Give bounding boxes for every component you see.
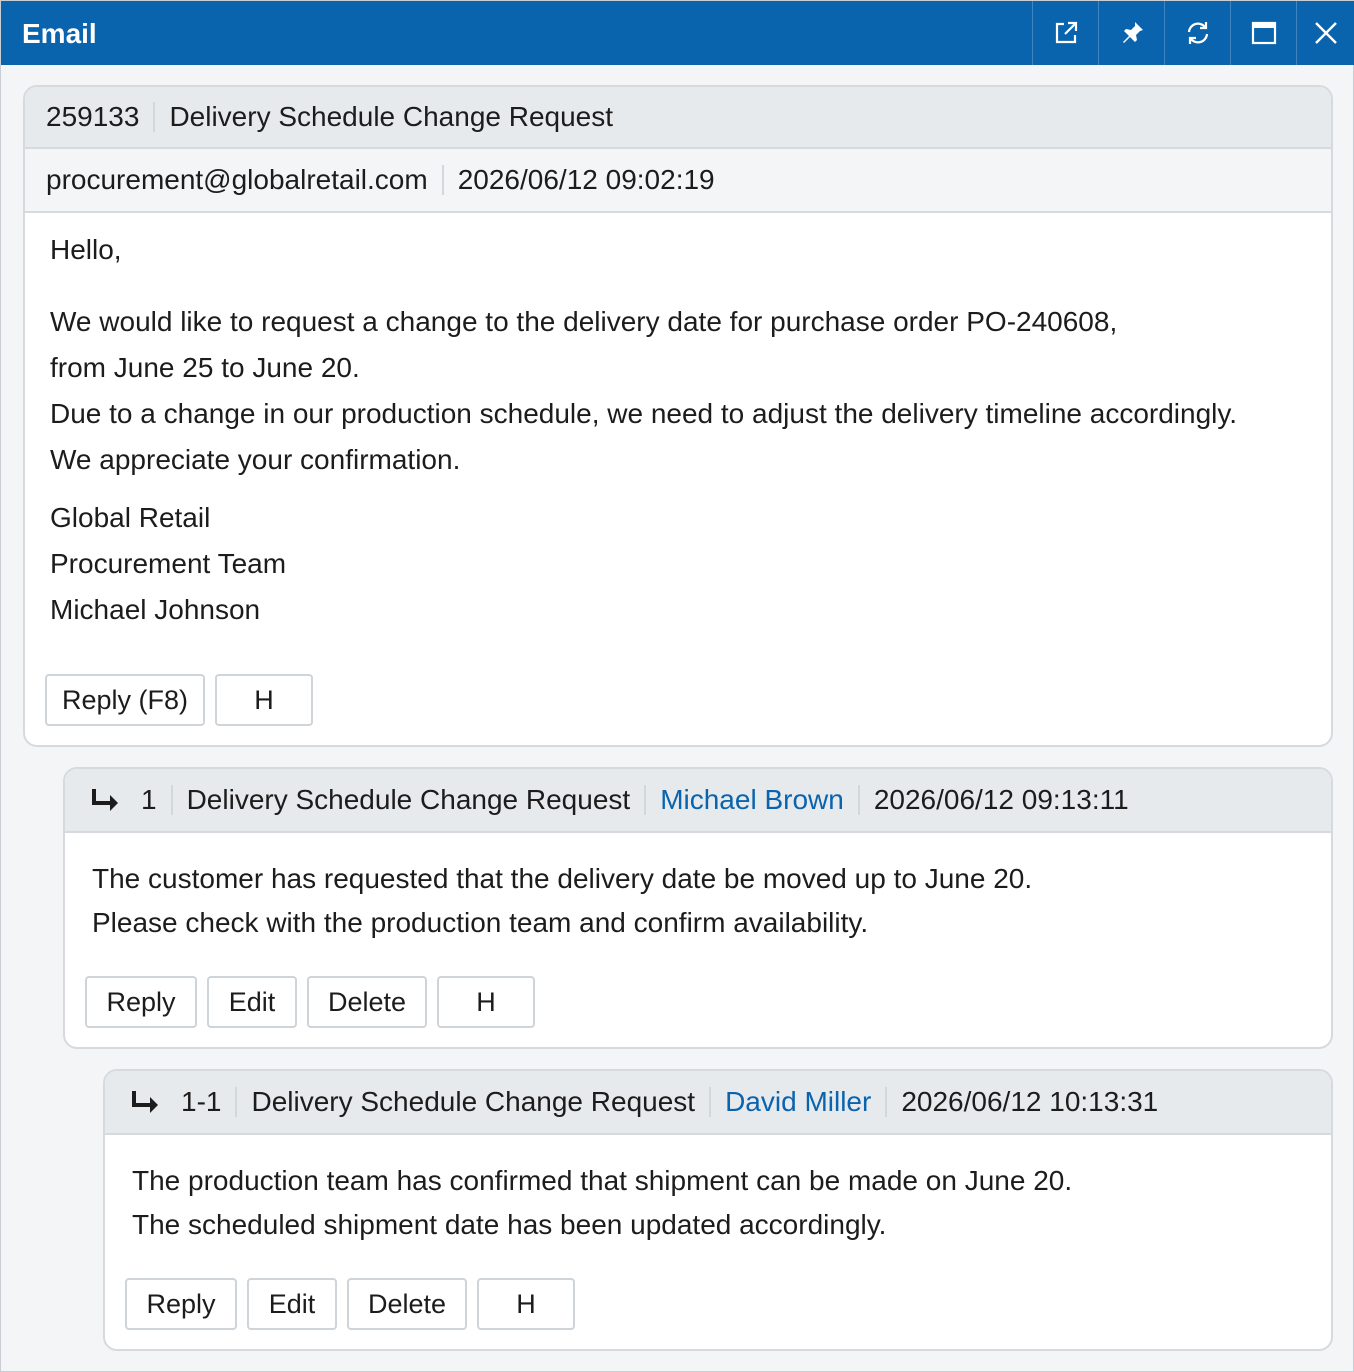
divider — [442, 165, 444, 195]
reply-button[interactable]: Reply — [85, 976, 197, 1028]
title-bar — [1, 1, 1354, 65]
reply-author[interactable]: Michael Brown — [660, 784, 844, 815]
reply-line: Please check with the production team and confirm availability. — [92, 907, 869, 938]
reply-number: 1-1 — [181, 1086, 222, 1117]
main-email-header — [25, 87, 1331, 149]
reply-arrow-icon — [129, 1089, 159, 1115]
divider — [644, 785, 646, 815]
refresh-button[interactable] — [1164, 1, 1230, 65]
open-external-button[interactable] — [1032, 1, 1098, 65]
reply-number: 1 — [141, 784, 157, 815]
delete-button[interactable]: Delete — [307, 976, 427, 1028]
divider — [885, 1087, 887, 1117]
h-button[interactable]: H — [477, 1278, 575, 1330]
reply-body — [92, 857, 1032, 945]
body-line: Due to a change in our production schedule, we need to adjust the delivery timeline accordingly. — [50, 398, 1238, 429]
divider — [153, 102, 155, 132]
edit-button[interactable]: Edit — [207, 976, 297, 1028]
close-icon — [1313, 20, 1339, 46]
email-body — [50, 227, 1237, 633]
reply-datetime: 2026/06/12 10:13:31 — [901, 1086, 1159, 1117]
reply-datetime: 2026/06/12 09:13:11 — [873, 784, 1129, 815]
email-subject: Delivery Schedule Change Request — [169, 101, 614, 132]
sender-address[interactable]: procurement@globalretail.com — [46, 164, 428, 195]
edit-button[interactable]: Edit — [247, 1278, 337, 1330]
close-button[interactable] — [1296, 1, 1354, 65]
open-external-icon — [1052, 19, 1080, 47]
signature-line: Michael Johnson — [50, 594, 261, 625]
email-id: 259133 — [46, 101, 140, 132]
reply-line: The scheduled shipment date has been updated accordingly. — [132, 1209, 887, 1240]
h-button[interactable]: H — [437, 976, 535, 1028]
signature-line: Procurement Team — [50, 548, 287, 579]
pin-button[interactable] — [1098, 1, 1164, 65]
h-button[interactable]: H — [215, 674, 313, 726]
reply-f8-button[interactable]: Reply (F8) — [45, 674, 205, 726]
reply-arrow-icon — [89, 787, 119, 813]
reply-header — [105, 1071, 1331, 1135]
reply-author[interactable]: David Miller — [725, 1086, 872, 1117]
maximize-button[interactable] — [1230, 1, 1296, 65]
divider — [858, 785, 860, 815]
signature-line: Global Retail — [50, 502, 211, 533]
reply-body — [132, 1159, 1072, 1247]
reply-card-1 — [63, 767, 1333, 1049]
body-line: from June 25 to June 20. — [50, 352, 360, 383]
refresh-icon — [1184, 19, 1212, 47]
main-email-card — [23, 85, 1333, 747]
reply-subject: Delivery Schedule Change Request — [186, 784, 631, 815]
delete-button[interactable]: Delete — [347, 1278, 467, 1330]
maximize-icon — [1251, 20, 1277, 46]
reply-card-1-1 — [103, 1069, 1333, 1351]
window-title: Email — [22, 18, 97, 49]
email-datetime: 2026/06/12 09:02:19 — [457, 164, 715, 195]
divider — [171, 785, 173, 815]
divider — [709, 1087, 711, 1117]
divider — [235, 1087, 237, 1117]
greeting: Hello, — [50, 234, 122, 265]
email-meta — [25, 149, 1331, 213]
reply-line: The customer has requested that the delivery date be moved up to June 20. — [92, 863, 1033, 894]
reply-header — [65, 769, 1331, 833]
reply-subject: Delivery Schedule Change Request — [251, 1086, 696, 1117]
reply-line: The production team has confirmed that shipment can be made on June 20. — [132, 1165, 1073, 1196]
pin-icon — [1118, 19, 1146, 47]
reply-button[interactable]: Reply — [125, 1278, 237, 1330]
body-line: We appreciate your confirmation. — [50, 444, 461, 475]
body-line: We would like to request a change to the delivery date for purchase order PO-240608, — [50, 306, 1118, 337]
